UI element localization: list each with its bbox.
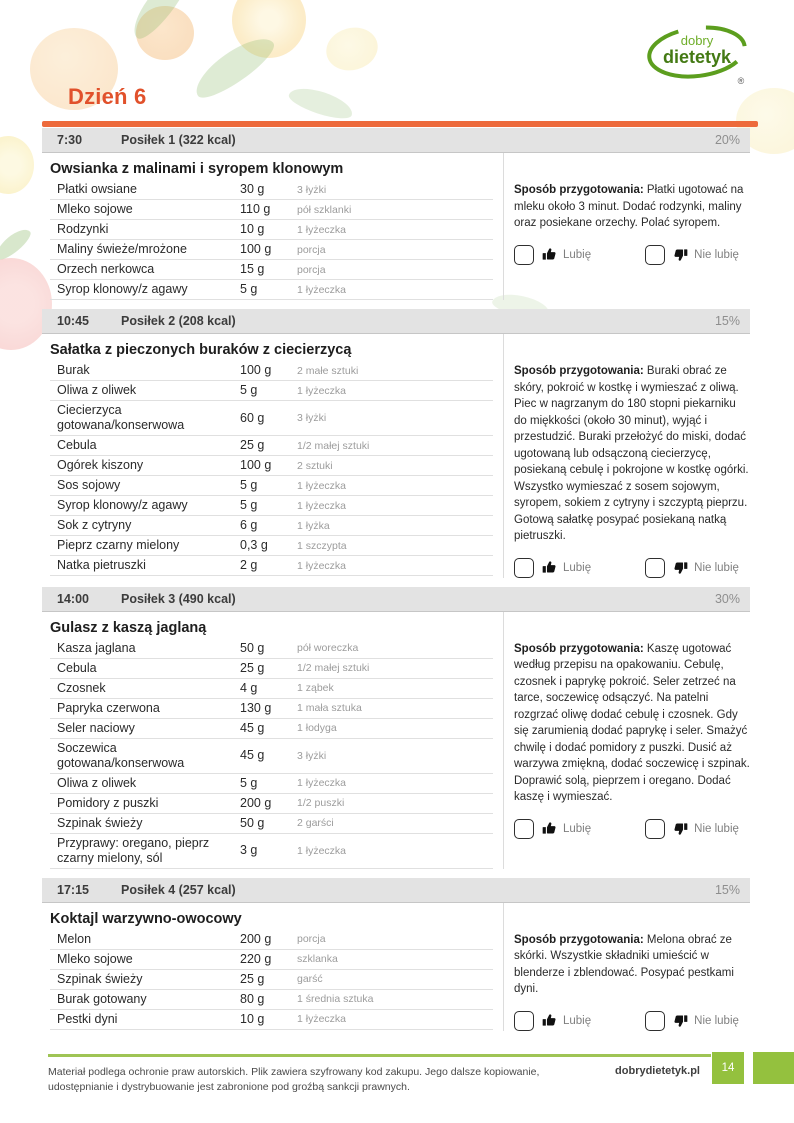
ingredient-measure: 1 łyżeczka xyxy=(297,777,347,789)
ingredient-measure: 1 średnia sztuka xyxy=(297,993,374,1005)
ingredient-table xyxy=(50,180,493,300)
ingredient-measure: 1 szczypta xyxy=(297,539,347,552)
ingredient-name: Sos sojowy xyxy=(57,478,121,492)
ingredient-measure: pół woreczka xyxy=(297,642,359,654)
page-footer xyxy=(0,1052,794,1112)
dislike-checkbox[interactable] xyxy=(645,558,665,578)
ingredient-name: Mleko sojowe xyxy=(57,951,133,966)
ingredient-measure: porcja xyxy=(297,933,326,945)
ingredient-measure: pół szklanki xyxy=(297,203,352,216)
page-number: 14 xyxy=(721,1062,735,1074)
dislike-checkbox[interactable] xyxy=(645,245,665,265)
ingredient-table xyxy=(50,639,493,869)
thumb-down-icon xyxy=(673,1013,688,1028)
ingredient-amount: 0,3 g xyxy=(240,538,268,552)
leaf-decor xyxy=(188,28,281,105)
feedback-row xyxy=(514,819,750,839)
ingredient-name: Kasza jaglana xyxy=(57,640,136,655)
meal-time: 17:15 xyxy=(57,882,89,897)
page-number-badge xyxy=(712,1052,744,1084)
ingredient-amount: 15 g xyxy=(240,262,265,276)
leaf-decor xyxy=(125,0,195,45)
ingredient-measure: 1 łyżeczka xyxy=(297,223,347,236)
site-link[interactable]: dobrydietetyk.pl xyxy=(615,1065,700,1077)
like-group xyxy=(514,819,591,839)
orange-half-decor xyxy=(232,0,306,58)
like-checkbox[interactable] xyxy=(514,245,534,265)
ingredient-measure: 3 łyżki xyxy=(297,183,327,196)
dislike-group xyxy=(645,819,739,839)
preparation-text xyxy=(514,182,750,232)
dislike-group xyxy=(645,1011,739,1031)
thumb-up-icon xyxy=(542,247,557,262)
meal-percent: 20% xyxy=(714,133,740,147)
recipe-title: Gulasz z kaszą jaglaną xyxy=(50,619,207,636)
meal-header-title: Posiłek 2 (208 kcal) xyxy=(121,314,236,328)
ingredient-row xyxy=(50,436,493,456)
ingredient-row xyxy=(50,220,493,240)
meal-time: 10:45 xyxy=(57,314,89,328)
ingredient-amount: 45 g xyxy=(240,748,265,762)
ingredient-row xyxy=(50,240,493,260)
feedback-row xyxy=(514,1011,750,1031)
ingredient-measure: 1 łyżeczka xyxy=(297,1013,347,1025)
dislike-label: Nie lubię xyxy=(694,561,739,574)
ingredient-amount: 130 g xyxy=(240,700,272,715)
like-checkbox[interactable] xyxy=(514,1011,534,1031)
ingredient-amount: 25 g xyxy=(240,660,265,675)
ingredient-amount: 60 g xyxy=(240,410,265,425)
thumb-up-icon xyxy=(542,560,557,575)
recipe-title: Sałatka z pieczonych buraków z ciecierzycą xyxy=(50,342,352,358)
feedback-row xyxy=(514,558,750,578)
ingredient-amount: 30 g xyxy=(240,182,265,196)
ingredient-amount: 25 g xyxy=(240,971,265,986)
logo-text-bottom: dietetyk xyxy=(662,47,732,67)
ingredient-name: Syrop klonowy/z agawy xyxy=(57,498,188,512)
dislike-label: Nie lubię xyxy=(694,1014,739,1027)
preparation-label: Sposób przygotowania: xyxy=(514,365,644,377)
ingredient-measure: 1 łyżka xyxy=(297,519,330,532)
ingredient-row xyxy=(50,516,493,536)
ingredient-name: Rodzynki xyxy=(57,222,109,236)
meal-header-bar xyxy=(42,309,750,334)
thumb-up-icon xyxy=(542,821,557,836)
ingredient-measure: 1 łyżeczka xyxy=(297,479,347,492)
ingredient-amount: 50 g xyxy=(240,815,265,830)
ingredient-amount: 10 g xyxy=(240,222,265,236)
ingredient-name: Maliny świeże/mrożone xyxy=(57,242,187,256)
ingredient-amount: 25 g xyxy=(240,438,265,452)
like-checkbox[interactable] xyxy=(514,558,534,578)
preparation-label: Sposób przygotowania: xyxy=(514,642,644,655)
like-group xyxy=(514,245,591,265)
preparation-body: Buraki obrać ze skóry, pokroić w kostkę i wymieszać z oliwą. Piec w nagrzanym do 180 stopni piekarniku do miękkości (około 30 minut), wyjąć i przestudzić. Buraki przełożyć do miski, dodać ugotowaną lub odsączoną ciecierzycę, posiekaną cebulę i pokrojone w kostkę ogórki. Wszystko wymieszać z sosem sojowym, syropem, sokiem z cytryny i szczyptą pieprzu. Gotową sałatkę posypać posiekaną natką pietruszki. xyxy=(514,365,749,542)
ingredient-amount: 5 g xyxy=(240,775,258,790)
ingredient-row xyxy=(50,699,493,719)
ingredient-amount: 100 g xyxy=(240,242,272,256)
like-label: Lubię xyxy=(563,248,592,261)
ingredient-row xyxy=(50,1010,493,1030)
like-group xyxy=(514,1011,591,1031)
preparation-text xyxy=(514,641,750,806)
ingredient-measure: 1/2 puszki xyxy=(297,797,345,809)
ingredient-measure: garść xyxy=(297,973,323,985)
preparation-body: Melona obrać ze skórki. Wszystkie składniki umieścić w blenderze i zblendować. Posypać pestkami dyni. xyxy=(514,933,734,995)
ingredient-row xyxy=(50,260,493,280)
ingredient-measure: 2 sztuki xyxy=(297,459,333,472)
meal-header-bar xyxy=(42,128,750,153)
meal-header-title: Posiłek 4 (257 kcal) xyxy=(121,882,236,897)
ingredient-name: Syrop klonowy/z agawy xyxy=(57,282,188,296)
meal-section-1 xyxy=(42,128,750,300)
ingredient-row xyxy=(50,556,493,576)
thumb-down-icon xyxy=(673,560,688,575)
ingredient-name: Płatki owsiane xyxy=(57,182,137,196)
ingredient-amount: 5 g xyxy=(240,478,258,492)
ingredient-row xyxy=(50,456,493,476)
ingredient-amount: 100 g xyxy=(240,363,272,377)
ingredient-name: Orzech nerkowca xyxy=(57,262,155,276)
ingredient-row xyxy=(50,361,493,381)
ingredient-row xyxy=(50,719,493,739)
ingredient-name: Przyprawy: oregano, pieprz czarny mielony, sól xyxy=(57,835,210,865)
ingredient-row xyxy=(50,476,493,496)
ingredient-table xyxy=(50,361,493,576)
recipe-title: Koktajl warzywno-owocowy xyxy=(50,910,242,927)
ingredient-amount: 5 g xyxy=(240,282,258,296)
ingredient-name: Melon xyxy=(57,931,92,946)
thumb-up-icon xyxy=(542,1013,557,1028)
ingredient-measure: porcja xyxy=(297,263,326,276)
ingredient-name: Cebula xyxy=(57,438,97,452)
meal-time: 7:30 xyxy=(57,133,83,147)
ingredient-measure: 3 łyżki xyxy=(297,412,327,424)
ingredient-amount: 110 g xyxy=(240,202,271,216)
ingredient-measure: 2 garści xyxy=(297,817,334,829)
ingredient-amount: 2 g xyxy=(240,558,258,572)
ingredient-measure: 1 łyżeczka xyxy=(297,844,347,857)
meal-percent: 15% xyxy=(714,314,740,328)
ingredient-name: Burak gotowany xyxy=(57,991,147,1006)
ingredient-name: Pestki dyni xyxy=(57,1011,118,1026)
tangerine-decor xyxy=(136,6,194,60)
ingredient-row xyxy=(50,679,493,699)
ingredient-amount: 6 g xyxy=(240,518,258,532)
lemon-slice-left-decor xyxy=(0,136,34,194)
leaf-decor xyxy=(286,82,356,123)
ingredient-name: Czosnek xyxy=(57,680,106,695)
ingredient-name: Sok z cytryny xyxy=(57,518,132,532)
meal-list xyxy=(42,128,750,1040)
ingredient-row xyxy=(50,794,493,814)
ingredient-name: Pomidory z puszki xyxy=(57,795,159,810)
ingredient-row xyxy=(50,970,493,990)
ingredient-table xyxy=(50,930,493,1030)
leaf-left-decor xyxy=(0,224,34,263)
thumb-down-icon xyxy=(673,247,688,262)
dobry-dietetyk-logo xyxy=(645,20,749,90)
meal-header-title: Posiłek 1 (322 kcal) xyxy=(121,133,236,147)
like-group xyxy=(514,558,591,578)
preparation-body: Kaszę ugotować według przepisu na opakowaniu. Cebulę, czosnek i paprykę pokroić. Seler zetrzeć na tarce, soczewicę odsączyć. Na patelni rozgrzać oliwę dodać cebulę i czosnek. Gdy się zarumienią dodać paprykę i seler. Smażyć chwilę i dodać pomidory z puszki. Dusić aż warzywa zmiękną, dodać soczewicę i szpinak. Doprawić solą, pieprzem i oregano. Dodać kaszę i wymieszać. xyxy=(514,642,750,803)
ingredient-name: Ciecierzyca gotowana/konserwowa xyxy=(57,403,185,432)
ingredient-row xyxy=(50,659,493,679)
ingredient-row xyxy=(50,834,493,869)
ingredient-amount: 50 g xyxy=(240,640,265,655)
ingredient-measure: porcja xyxy=(297,243,326,256)
ingredient-measure: 1 łyżeczka xyxy=(297,499,347,512)
ingredient-row xyxy=(50,950,493,970)
meal-header-bar xyxy=(42,878,750,903)
ingredient-name: Cebula xyxy=(57,660,97,675)
footer-edge-bar xyxy=(753,1052,794,1084)
dislike-label: Nie lubię xyxy=(694,822,739,835)
dislike-group xyxy=(645,245,739,265)
preparation-label: Sposób przygotowania: xyxy=(514,184,644,196)
lemon-decor xyxy=(321,22,382,76)
ingredient-name: Burak xyxy=(57,363,90,377)
ingredient-name: Seler naciowy xyxy=(57,720,135,735)
ingredient-amount: 45 g xyxy=(240,720,265,735)
preparation-body: Płatki ugotować na mleku około 3 minut. Dodać rodzynki, maliny oraz posiekane orzechy. Polać syropem. xyxy=(514,184,744,229)
ingredient-name: Oliwa z oliwek xyxy=(57,775,137,790)
ingredient-amount: 80 g xyxy=(240,991,265,1006)
ingredient-name: Szpinak świeży xyxy=(57,971,143,986)
ingredient-row xyxy=(50,774,493,794)
ingredient-measure: 1 łyżeczka xyxy=(297,559,347,572)
like-label: Lubię xyxy=(563,822,592,835)
ingredient-row xyxy=(50,496,493,516)
copyright-text: Materiał podlega ochronie praw autorskich. Plik zawiera szyfrowany kod zakupu. Jego dalsze kopiowanie, udostępnianie i dystrybuowanie jest zabronione pod groźbą sankcji prawnych. xyxy=(48,1066,540,1093)
ingredient-row xyxy=(50,739,493,774)
like-label: Lubię xyxy=(563,561,592,574)
meal-header-bar xyxy=(42,587,750,612)
dislike-checkbox[interactable] xyxy=(645,819,665,839)
ingredient-amount: 5 g xyxy=(240,498,258,512)
ingredient-amount: 10 g xyxy=(240,1011,265,1026)
ingredient-name: Papryka czerwona xyxy=(57,700,160,715)
ingredient-name: Natka pietruszki xyxy=(57,558,146,572)
ingredient-name: Szpinak świeży xyxy=(57,815,143,830)
ingredient-name: Pieprz czarny mielony xyxy=(57,538,180,552)
meal-percent: 15% xyxy=(714,882,740,897)
meal-section-3 xyxy=(42,587,750,869)
ingredient-measure: 1 mała sztuka xyxy=(297,702,362,714)
meal-section-2 xyxy=(42,309,750,578)
ingredient-row xyxy=(50,401,493,436)
meal-section-4 xyxy=(42,878,750,1031)
ingredient-measure: 1 łyżeczka xyxy=(297,283,347,296)
ingredient-measure: 1/2 małej sztuki xyxy=(297,439,370,452)
ingredient-measure: 3 łyżki xyxy=(297,749,327,762)
ingredient-amount: 4 g xyxy=(240,680,258,695)
dislike-checkbox[interactable] xyxy=(645,1011,665,1031)
preparation-label: Sposób przygotowania: xyxy=(514,933,644,946)
ingredient-row xyxy=(50,200,493,220)
ingredient-amount: 200 g xyxy=(240,931,272,946)
ingredient-row xyxy=(50,536,493,556)
ingredient-name: Oliwa z oliwek xyxy=(57,383,137,397)
ingredient-measure: 1 łyżeczka xyxy=(297,384,347,397)
footer-green-divider xyxy=(48,1054,711,1057)
ingredient-amount: 5 g xyxy=(240,383,258,397)
dislike-group xyxy=(645,558,739,578)
ingredient-row xyxy=(50,930,493,950)
ingredient-row xyxy=(50,381,493,401)
ingredient-row xyxy=(50,280,493,300)
like-checkbox[interactable] xyxy=(514,819,534,839)
thumb-down-icon xyxy=(673,821,688,836)
ingredient-measure: 1 łodyga xyxy=(297,722,337,734)
ingredient-row xyxy=(50,814,493,834)
page-title: Dzień 6 xyxy=(68,84,147,109)
logo-text-top: dobry xyxy=(680,33,714,48)
ingredient-measure: 1/2 małej sztuki xyxy=(297,662,370,674)
dislike-label: Nie lubię xyxy=(694,248,739,261)
ingredient-name: Ogórek kiszony xyxy=(57,458,144,472)
ingredient-row xyxy=(50,990,493,1010)
ingredient-measure: szklanka xyxy=(297,953,338,965)
recipe-title: Owsianka z malinami i syropem klonowym xyxy=(50,161,344,177)
meal-time: 14:00 xyxy=(57,591,89,606)
ingredient-amount: 220 g xyxy=(240,951,272,966)
feedback-row xyxy=(514,245,750,265)
ingredient-measure: 1 ząbek xyxy=(297,682,334,694)
ingredient-row xyxy=(50,180,493,200)
ingredient-measure: 2 małe sztuki xyxy=(297,364,359,377)
preparation-text xyxy=(514,932,750,998)
preparation-text xyxy=(514,363,750,545)
ingredient-name: Soczewica gotowana/konserwowa xyxy=(57,740,185,770)
meal-percent: 30% xyxy=(714,591,740,606)
ingredient-amount: 100 g xyxy=(240,458,272,472)
ingredient-amount: 3 g xyxy=(240,843,258,857)
orange-divider-bar xyxy=(42,121,758,127)
ingredient-amount: 200 g xyxy=(240,795,272,810)
ingredient-row xyxy=(50,639,493,659)
meal-header-title: Posiłek 3 (490 kcal) xyxy=(121,591,236,606)
ingredient-name: Mleko sojowe xyxy=(57,202,133,216)
registered-mark: ® xyxy=(737,76,745,86)
like-label: Lubię xyxy=(563,1014,592,1027)
